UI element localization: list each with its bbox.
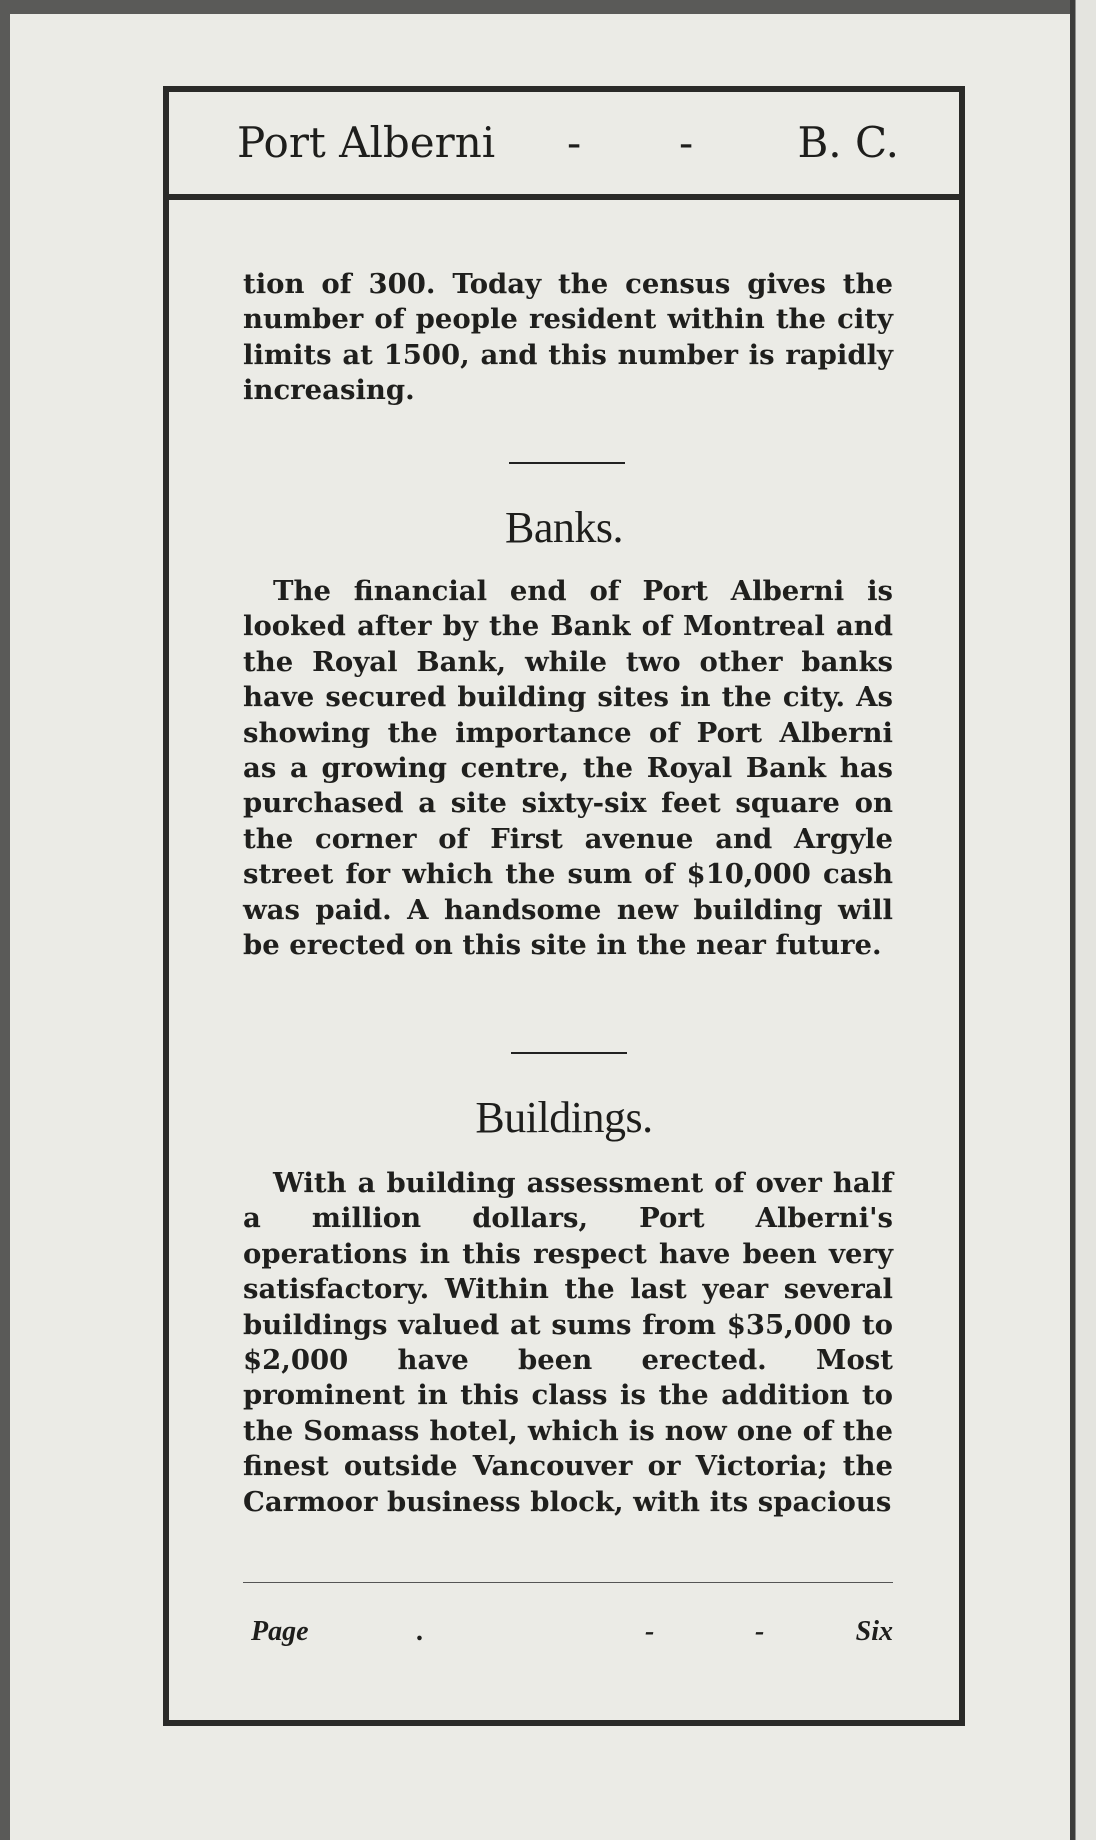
footer-rule bbox=[243, 1582, 893, 1583]
header-dash: - bbox=[679, 118, 694, 167]
footer-dot: . bbox=[417, 1616, 424, 1647]
page-frame bbox=[163, 86, 965, 1726]
header-place: Port Alberni bbox=[237, 118, 496, 167]
header-province: B. C. bbox=[797, 118, 899, 167]
buildings-heading: Buildings. bbox=[475, 1093, 653, 1142]
banks-heading: Banks. bbox=[505, 503, 623, 552]
footer-page-label: Page bbox=[251, 1616, 309, 1647]
footer-dash: - bbox=[755, 1616, 765, 1647]
footer-page-number: Six bbox=[855, 1616, 893, 1647]
intro-paragraph: tion of 300. Today the census gives the number of people resident within the city limits at 1500, and this number is rapidly increasing. bbox=[243, 268, 893, 407]
header-dash: - bbox=[567, 118, 582, 167]
running-header bbox=[169, 92, 959, 200]
buildings-paragraph: With a building assessment of over half a million dollars, Port Alberni's operations in this respect have been very satisfactory. Within the last year several buildings valued at sums from $35,000 to $2,000 have been erected. Most prominent in this class is the addition to the Somass hotel, which is now one of the finest outside Vancouver or Victoria; the Carmoor business block, with its spacious bbox=[243, 1167, 893, 1518]
footer-dash: - bbox=[645, 1616, 655, 1647]
next-page-edge bbox=[1070, 0, 1096, 1840]
banks-paragraph: The financial end of Port Alberni is looked after by the Bank of Montreal and the Royal Bank, while two other banks have secured building sites in the city. As showing the importance of Port Alberni as a growing centre, the Royal Bank has purchased a site sixty-six feet square on the corner of First avenue and Argyle street for which the sum of $10,000 cash was paid. A handsome new building will be erected on this site in the near future. bbox=[243, 575, 893, 962]
section-divider bbox=[511, 1052, 627, 1054]
section-divider bbox=[509, 462, 625, 464]
